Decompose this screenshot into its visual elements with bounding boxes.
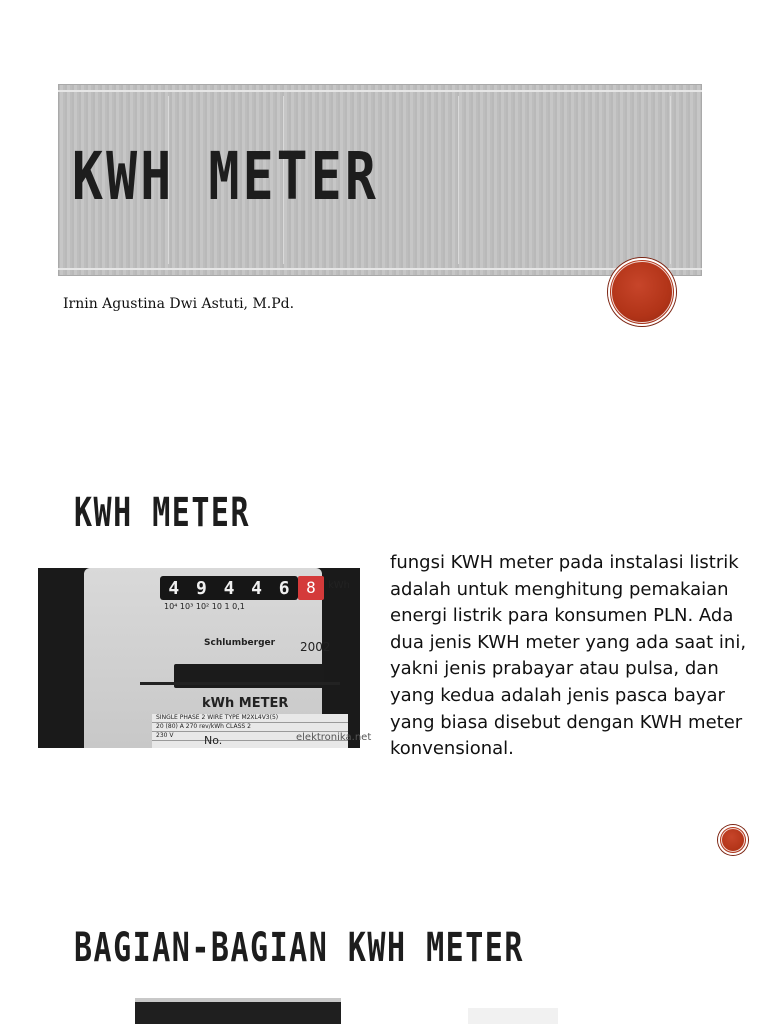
slide-title-text: KWH METER xyxy=(72,138,380,215)
meter-parts-photo-secondary xyxy=(468,1008,558,1024)
section-title: BAGIAN-BAGIAN KWH METER xyxy=(74,925,524,971)
counter-digit: 4 xyxy=(168,577,180,599)
meter-face xyxy=(84,568,372,748)
counter-digit: 9 xyxy=(195,577,207,599)
counter-digit: 4 xyxy=(223,577,235,599)
meter-parts-photo xyxy=(135,998,341,1024)
section-title: KWH METER xyxy=(74,490,251,536)
watermark-text: elektronika.net xyxy=(296,732,372,743)
spec-label: SINGLE PHASE 2 WIRE TYPE M2XL4V3(5) xyxy=(156,714,279,721)
rating-label: 20 (80) A 270 rev/kWh CLASS 2 xyxy=(156,723,251,730)
brand-label: Schlumberger xyxy=(204,638,276,648)
banner-texture-line xyxy=(670,96,671,264)
multiplier-labels: 10⁴ 10³ 10² 10 1 0,1 xyxy=(164,602,245,611)
banner-texture-line xyxy=(458,96,459,264)
slide-title xyxy=(0,0,768,440)
counter-digit: 6 xyxy=(278,577,290,599)
kwh-meter-photo xyxy=(38,568,372,748)
voltage-label: 230 V xyxy=(156,732,174,739)
year-label: 2002 xyxy=(300,640,331,654)
unit-label: kWh xyxy=(328,580,351,591)
description-text: fungsi KWH meter pada instalasi listrik adalah untuk menghitung pemakaian energi listrik para konsumen PLN. Ada dua jenis KWH meter yang ada saat ini, yakni jenis prabayar atau pulsa, dan yang kedua adalah jenis pasca bayar yang biasa disebut dengan KWH meter konvensional. xyxy=(390,552,747,760)
decorative-circle-icon xyxy=(608,258,676,326)
counter-digit: 4 xyxy=(251,577,262,599)
decorative-circle-icon xyxy=(718,825,748,855)
rotor-disc xyxy=(140,682,340,685)
serial-label: No. xyxy=(204,734,223,747)
meter-name-label: kWh METER xyxy=(202,696,289,711)
author-name: Irnin Agustina Dwi Astuti, M.Pd. xyxy=(63,296,295,312)
counter-decimal-digit: 8 xyxy=(298,576,324,600)
meter-counter xyxy=(160,576,298,600)
